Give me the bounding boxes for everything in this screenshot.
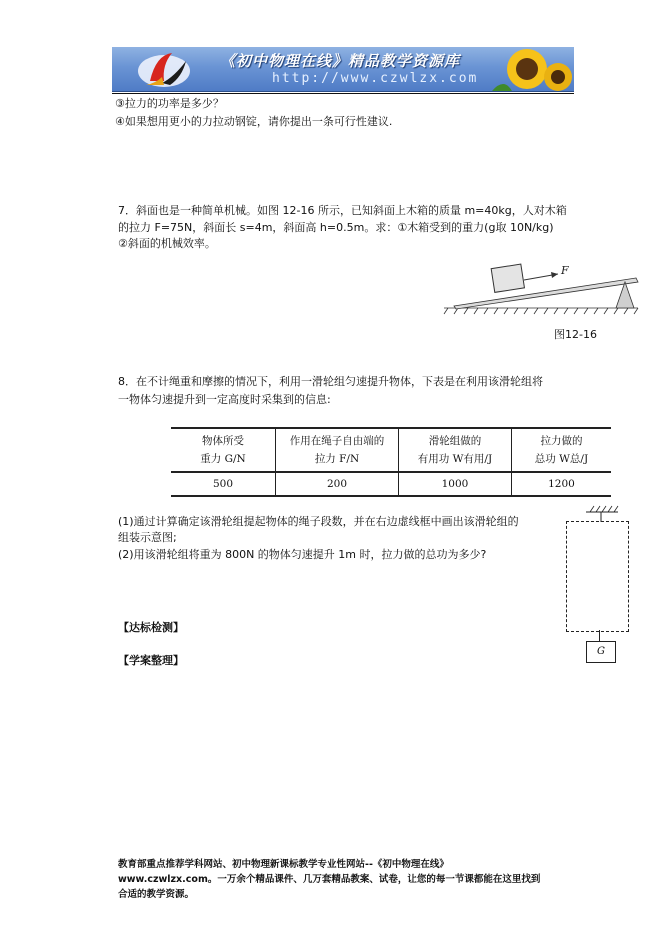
header-banner <box>112 47 574 92</box>
ground-hatch <box>444 308 638 314</box>
q6-item-4: ④如果想用更小的力拉动钢锭，请你提出一条可行性建议. <box>115 115 393 128</box>
data-table <box>171 427 611 497</box>
q6-item-3: ③拉力的功率是多少？ <box>115 97 224 110</box>
table-row <box>171 472 611 496</box>
table-header-cell: 拉力做的 总功 W总/J <box>512 428 612 472</box>
arrowhead-icon <box>551 272 558 278</box>
banner-url: http://www.czwlzx.com <box>272 71 479 86</box>
section-summary: 【学案整理】 <box>118 654 184 667</box>
figure-caption: 图12-16 <box>554 328 597 341</box>
q8-sub1-line-1: (1)通过计算确定该滑轮组提起物体的绳子段数，并在右边虚线框中画出该滑轮组的 <box>118 515 519 528</box>
q8-sub1-line-2: 组装示意图; <box>118 531 177 544</box>
header-divider <box>112 93 574 94</box>
table-header-cell: 滑轮组做的 有用功 W有用/J <box>399 428 512 472</box>
section-check: 【达标检测】 <box>118 621 184 634</box>
ceiling-hatch-icon <box>578 500 624 522</box>
table-header-cell: 物体所受 重力 G/N <box>171 428 276 472</box>
site-logo-icon <box>138 53 190 87</box>
q8-line-2: 一物体匀速提升到一定高度时采集到的信息: <box>118 393 331 406</box>
q8-line-1: 8．在不计绳重和摩擦的情况下，利用一滑轮组匀速提升物体，下表是在利用该滑轮组将 <box>118 375 543 388</box>
table-cell: 200 <box>276 472 399 496</box>
q7-line-3: ②斜面的机械效率。 <box>118 237 216 250</box>
table-cell: 500 <box>171 472 276 496</box>
footer-text: 教育部重点推荐学科网站、初中物理新课标教学专业性网站--《初中物理在线》www.czwlzx.com。一万余个精品课件、几万套精品教案、试卷，让您的每一节课都能在这里找到合适的教学资源。 <box>118 859 541 900</box>
weight-rope <box>599 630 600 641</box>
incline-plank <box>454 278 638 309</box>
incline-figure <box>440 256 640 318</box>
table-header-row <box>171 428 611 472</box>
weight-block: G <box>586 641 616 663</box>
incline-support <box>616 282 634 308</box>
q7-line-2: 的拉力 F=75N，斜面长 s=4m，斜面高 h=0.5m。求：①木箱受到的重力(g取 10N/kg) <box>118 221 554 234</box>
wooden-box-icon <box>491 264 524 292</box>
force-label: F <box>561 264 569 277</box>
table-header-cell: 作用在绳子自由端的 拉力 F/N <box>276 428 399 472</box>
q7-line-1: 7．斜面也是一种简单机械。如图 12-16 所示，已知斜面上木箱的质量 m=40kg，人对木箱 <box>118 204 567 217</box>
table-cell: 1200 <box>512 472 612 496</box>
sunflower-icon <box>492 49 572 91</box>
table-cell: 1000 <box>399 472 512 496</box>
banner-title: 《初中物理在线》精品教学资源库 <box>220 52 461 70</box>
q8-sub2: (2)用该滑轮组将重为 800N 的物体匀速提升 1m 时，拉力做的总功为多少? <box>118 548 487 561</box>
pulley-drawing-frame[interactable] <box>566 521 629 632</box>
